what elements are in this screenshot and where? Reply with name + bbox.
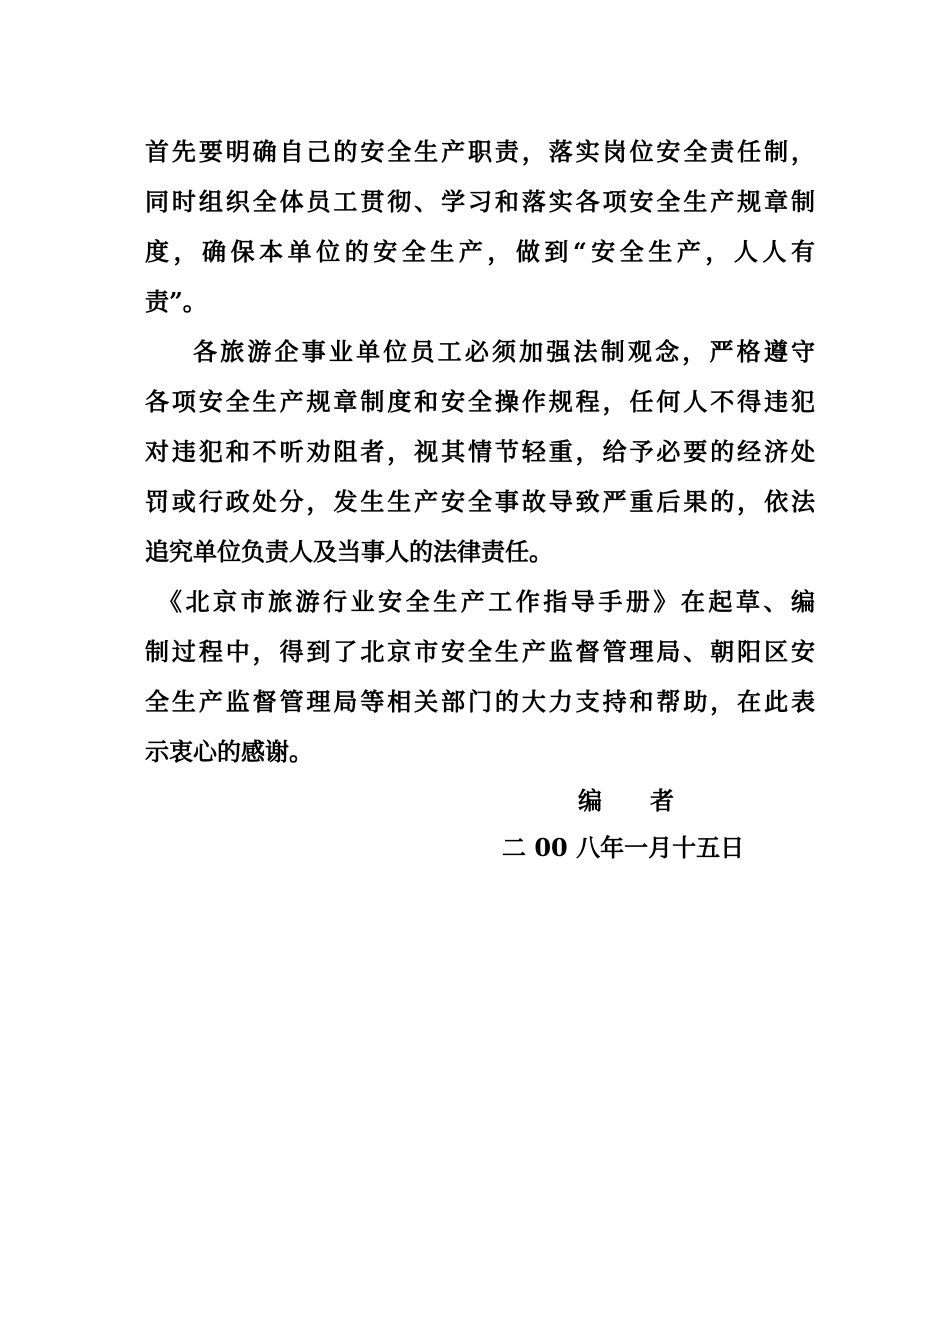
paragraph-3-line-2: 制过程中，得到了北京市安全生产监督管理局、朝阳区安: [145, 637, 815, 666]
paragraph-3-line-1: 《北京市旅游行业安全生产工作指导手册》在起草、编: [158, 587, 815, 616]
paragraph-3-line-3: 全生产监督管理局等相关部门的大力支持和帮助，在此表: [145, 687, 815, 716]
paragraph-2-line-3: 对违犯和不听劝阻者，视其情节轻重，给予必要的经济处: [145, 437, 815, 466]
signature-author: 编 者: [578, 786, 674, 815]
paragraph-2-line-2: 各项安全生产规章制度和安全操作规程，任何人不得违犯: [145, 387, 815, 416]
paragraph-2-line-4: 罚或行政处分，发生生产安全事故导致严重后果的，依法: [145, 487, 815, 516]
paragraph-1-line-1: 首先要明确自己的安全生产职责，落实岗位安全责任制，: [145, 137, 815, 166]
paragraph-1-line-4: 责”。: [145, 287, 207, 316]
signature-date: 二 00 八年一月十五日: [502, 833, 745, 862]
paragraph-1-line-3: 度，确保本单位的安全生产，做到“安全生产，人人有: [145, 237, 815, 266]
paragraph-2-line-1: 各旅游企事业单位员工必须加强法制观念，严格遵守: [193, 337, 815, 366]
paragraph-1-line-2: 同时组织全体员工贯彻、学习和落实各项安全生产规章制: [145, 187, 815, 216]
paragraph-2-line-5: 追究单位负责人及当事人的法律责任。: [145, 537, 553, 566]
paragraph-3-line-4: 示衷心的感谢。: [145, 737, 313, 766]
